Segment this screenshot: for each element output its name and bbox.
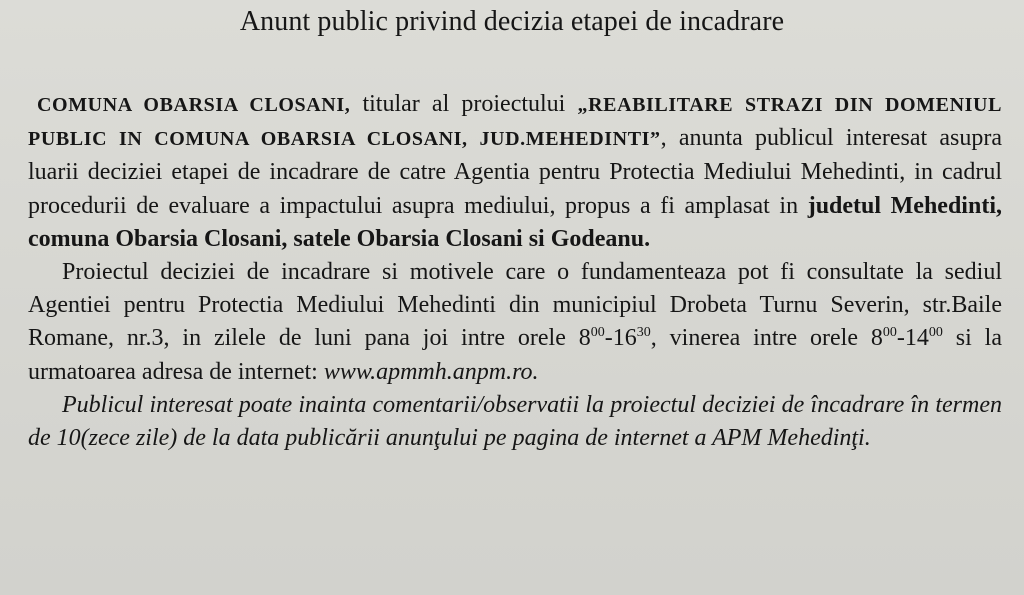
paragraph2-text-a: Proiectul deciziei de incadrare si motivele care o fundamenteaza pot fi consultate la sediul Agentiei pentru Protectia Mediului Mehedinti din municipiul Drobeta Turnu Severin, str.Baile Romane, nr.3, in zilele de luni pana joi intre orele <box>28 259 1002 352</box>
paragraph-project-holder <box>28 88 1002 256</box>
hours-mon-thu-end: 16 <box>612 325 637 352</box>
hours-fri-start: 8 <box>870 325 883 352</box>
announcement-body <box>28 88 1002 455</box>
hours-fri-end: 14 <box>904 325 929 352</box>
internet-address: www.apmmh.anpm.ro. <box>323 358 539 385</box>
hours-mon-thu-start: 8 <box>578 325 591 352</box>
hours-dash: - <box>896 325 905 352</box>
paragraph-consultation <box>28 256 1002 389</box>
paragraph2-text-c: si la urmatoarea adresa de internet: <box>28 325 1002 385</box>
hours-fri-end-minutes: 00 <box>928 325 943 341</box>
page-title: Anunt public privind decizia etapei de incadrare <box>239 6 785 37</box>
project-holder: COMUNA OBARSIA CLOSANI, <box>37 94 351 116</box>
project-location: judetul Mehedinti, comuna Obarsia Closani, satele Obarsia Closani si Godeanu. <box>28 192 1002 252</box>
paragraph1-text-a: titular al proiectului <box>350 91 578 117</box>
hours-dash: - <box>604 325 613 352</box>
hours-fri-start-minutes: 00 <box>882 325 897 341</box>
paragraph-public-comments: Publicul interesat poate inainta comentarii/observatii la proiectul deciziei de încadrare în termen de 10(zece zile) de la data publicării anunţului pe pagina de internet a APM Mehedinţi. <box>28 391 1002 452</box>
paragraph2-text-b: , vinerea intre orele <box>650 325 871 352</box>
hours-mon-thu-start-minutes: 00 <box>590 325 605 341</box>
project-name: „REABILITARE STRAZI DIN DOMENIUL PUBLIC IN COMUNA OBARSIA CLOSANI, JUD.MEHEDINTI” <box>28 94 1003 151</box>
hours-mon-thu-end-minutes: 30 <box>636 325 651 341</box>
paragraph1-text-b: , anunta publicul interesat asupra luarii deciziei etapei de incadrare de catre Agentia pentru Protectia Mediului Mehedinti, in cadrul procedurii de evaluare a impactului asupra mediului, propus a fi amplasat in <box>28 125 1002 219</box>
